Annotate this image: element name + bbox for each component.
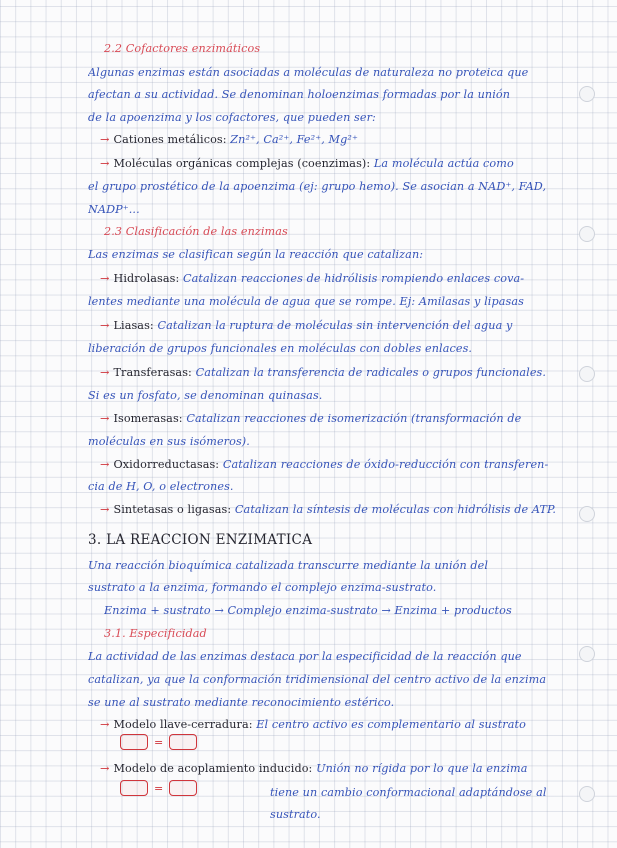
list-item-oxidorreductasas bbox=[100, 458, 596, 472]
paragraph-line: el grupo prostético de la apoenzima (ej: grupo hemo). Se asocian a NAD⁺, FAD, bbox=[88, 180, 547, 193]
section-heading-3-1: 3.1. Especificidad bbox=[104, 627, 207, 640]
list-item-liasas bbox=[100, 319, 596, 333]
arrow-icon: → bbox=[100, 458, 110, 471]
enzyme-substrate-sketch bbox=[120, 734, 148, 750]
list-item-organic bbox=[100, 157, 596, 171]
induced-fit-diagram bbox=[120, 780, 197, 796]
term-description: Catalizan reacciones de isomerización (transformación de bbox=[186, 412, 522, 425]
paragraph-line: afectan a su actividad. Se denominan holoenzimas formadas por la unión bbox=[88, 88, 511, 101]
list-item-sintetasas bbox=[100, 503, 596, 517]
equals-icon: = bbox=[154, 735, 164, 749]
paragraph-line: Las enzimas se clasifican según la reacción que catalizan: bbox=[88, 248, 424, 261]
term-description: La molécula actúa como bbox=[373, 157, 514, 170]
list-item-llave-cerradura bbox=[100, 718, 596, 732]
paragraph-line: tiene un cambio conformacional adaptándose al bbox=[270, 786, 547, 799]
section-heading-2-2: 2.2 Cofactores enzimáticos bbox=[104, 42, 261, 55]
arrow-icon: → bbox=[100, 157, 110, 170]
paragraph-line: de la apoenzima y los cofactores, que pueden ser: bbox=[88, 111, 376, 124]
list-item-hidrolasas bbox=[100, 272, 596, 286]
chapter-heading-3: 3. LA REACCIÓN ENZIMÁTICA bbox=[88, 533, 313, 547]
term-description: Unión no rígida por lo que la enzima bbox=[316, 762, 528, 775]
paragraph-line: se une al sustrato mediante reconocimiento estérico. bbox=[88, 696, 395, 709]
paragraph-line: Una reacción bioquímica catalizada transcurre mediante la unión del bbox=[88, 559, 489, 572]
term-description: Zn²⁺, Ca²⁺, Fe²⁺, Mg²⁺ bbox=[230, 133, 358, 146]
term-label: Cationes metálicos: bbox=[113, 133, 227, 146]
arrow-icon: → bbox=[100, 272, 110, 285]
term-description: Catalizan reacciones de hidrólisis rompiendo enlaces cova- bbox=[183, 272, 525, 285]
enzyme-complex-sketch bbox=[169, 780, 197, 796]
paragraph-line: La actividad de las enzimas destaca por la especificidad de la reacción que bbox=[88, 650, 522, 663]
term-label: Sintetasas o ligasas: bbox=[113, 503, 232, 516]
arrow-icon: → bbox=[100, 319, 110, 332]
term-description: El centro activo es complementario al sustrato bbox=[256, 718, 526, 731]
list-item-isomerasas bbox=[100, 412, 596, 426]
term-label: Hidrolasas: bbox=[113, 272, 180, 285]
term-description: Catalizan reacciones de óxido-reducción con transferen- bbox=[222, 458, 549, 471]
paragraph-line: NADP⁺... bbox=[88, 203, 140, 216]
paragraph-line: liberación de grupos funcionales en moléculas con dobles enlaces. bbox=[88, 342, 473, 355]
paragraph-line: catalizan, ya que la conformación tridimensional del centro activo de la enzima bbox=[88, 673, 547, 686]
arrow-icon: → bbox=[100, 412, 110, 425]
enzyme-complex-sketch bbox=[169, 734, 197, 750]
arrow-icon: → bbox=[100, 133, 110, 146]
list-item-acoplamiento-inducido bbox=[100, 762, 596, 776]
term-label: Moléculas orgánicas complejas (coenzimas): bbox=[113, 157, 371, 170]
term-description: Catalizan la transferencia de radicales o grupos funcionales. bbox=[195, 366, 547, 379]
term-description: Catalizan la síntesis de moléculas con hidrólisis de ATP. bbox=[234, 503, 557, 516]
arrow-icon: → bbox=[100, 718, 110, 731]
term-label: Liasas: bbox=[113, 319, 154, 332]
lock-key-diagram bbox=[120, 734, 197, 750]
arrow-icon: → bbox=[100, 503, 110, 516]
paragraph-line: Si es un fosfato, se denominan quinasas. bbox=[88, 389, 323, 402]
term-label: Transferasas: bbox=[113, 366, 192, 379]
reaction-equation: Enzima + sustrato → Complejo enzima-sustrato → Enzima + productos bbox=[104, 604, 512, 617]
arrow-icon: → bbox=[100, 762, 110, 775]
term-label: Oxidorreductasas: bbox=[113, 458, 220, 471]
paragraph-line: cia de H, O, o electrones. bbox=[88, 480, 234, 493]
term-description: Catalizan la ruptura de moléculas sin intervención del agua y bbox=[157, 319, 513, 332]
equals-icon: = bbox=[154, 781, 164, 795]
term-label: Modelo llave-cerradura: bbox=[113, 718, 253, 731]
section-heading-2-3: 2.3 Clasificación de las enzimas bbox=[104, 225, 288, 238]
enzyme-substrate-sketch bbox=[120, 780, 148, 796]
paragraph-line: lentes mediante una molécula de agua que se rompe. Ej: Amilasas y lipasas bbox=[88, 295, 524, 308]
term-label: Modelo de acoplamiento inducido: bbox=[113, 762, 313, 775]
term-label: Isomerasas: bbox=[113, 412, 183, 425]
punch-hole bbox=[579, 786, 595, 802]
list-item-transferasas bbox=[100, 366, 596, 380]
paragraph-line: sustrato. bbox=[270, 808, 321, 821]
paragraph-line: sustrato a la enzima, formando el complejo enzima-sustrato. bbox=[88, 581, 437, 594]
paragraph-line: Algunas enzimas están asociadas a moléculas de naturaleza no proteica que bbox=[88, 66, 529, 79]
arrow-icon: → bbox=[100, 366, 110, 379]
list-item-cations bbox=[100, 133, 596, 147]
paragraph-line: moléculas en sus isómeros). bbox=[88, 435, 250, 448]
